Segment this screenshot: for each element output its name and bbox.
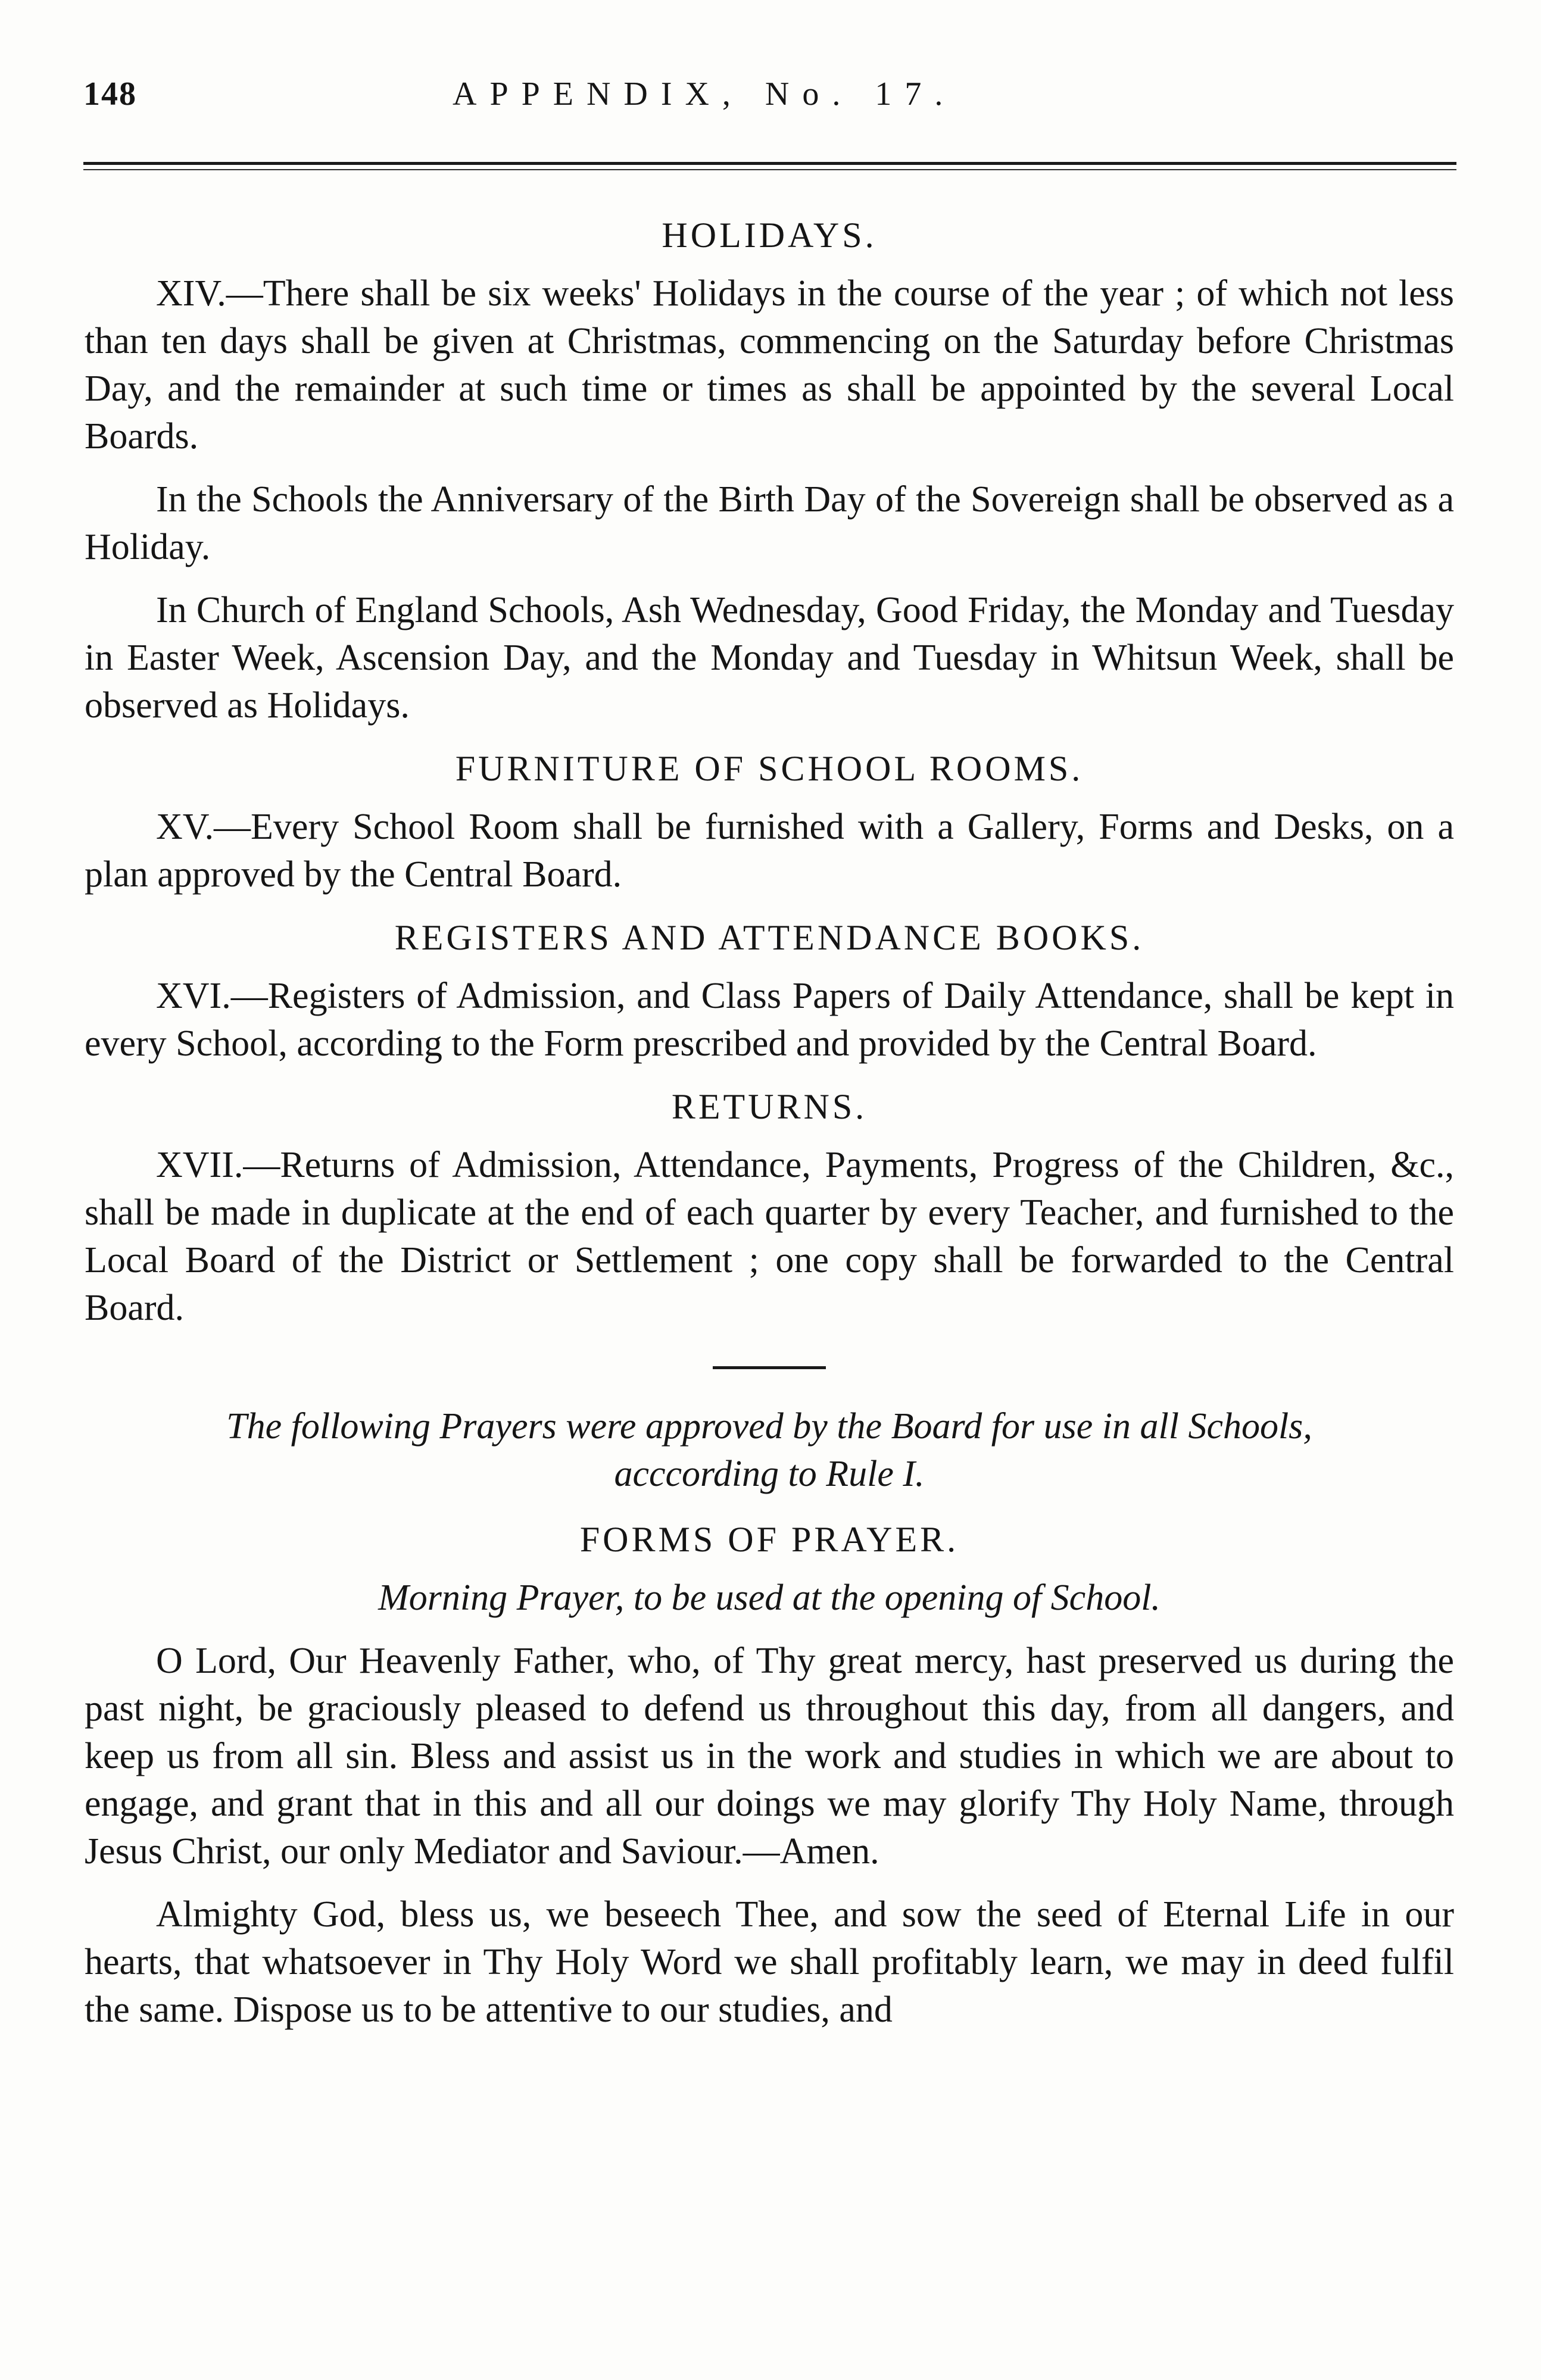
running-head [83,75,1453,123]
rule-xv-paragraph: XV.—Every School Room shall be furnished with a Gallery, Forms and Desks, on a plan approved by the Central Board. [85,807,1454,895]
furniture-heading: FURNITURE OF SCHOOL ROOMS. [455,749,1084,788]
morning-prayer-title: Morning Prayer, to be used at the opening of School. [378,1578,1161,1618]
header-rule-thin [83,169,1456,170]
morning-prayer-paragraph-1: O Lord, Our Heavenly Father, who, of Thy great mercy, hast preserved us during the past night, be graciously pleased to defend us throughout this day, from all dangers, and keep us from all sin. Bless and assist us in the work and studies in which we are about to engage, and grant that in this and all our doings we may glorify Thy Holy Name, through Jesus Christ, our only Mediator and Saviour.—Amen. [85,1641,1454,1872]
returns-heading: RETURNS. [671,1087,868,1126]
rule-xvii-paragraph: XVII.—Returns of Admission, Attendance, Payments, Progress of the Children, &c., shall be made in duplicate at the end of each quarter by every Teacher, and furnished to the Local Board of the District or Settlement ; one copy shall be forwarded to the Central Board. [85,1145,1454,1328]
running-title: APPENDIX, No. 17. [453,76,956,113]
page-number: 148 [83,76,137,113]
rule-xiv-paragraph: XIV.—There shall be six weeks' Holidays in the course of the year ; of which not less than ten days shall be given at Christmas, commencing on the Saturday before Christmas Day, and the remainder at such time or times as shall be appointed by the several Local Boards. [85,273,1454,457]
forms-of-prayer-heading: FORMS OF PRAYER. [579,1520,959,1559]
header-rule [83,162,1456,165]
holidays-heading: HOLIDAYS. [662,215,877,255]
church-holidays-paragraph: In Church of England Schools, Ash Wednesday, Good Friday, the Monday and Tuesday in Easter Week, Ascension Day, and the Monday and Tuesday in Whitsun Week, shall be observed as Holidays. [85,590,1454,726]
rule-xvi-paragraph: XVI.—Registers of Admission, and Class Papers of Daily Attendance, shall be kept in every School, according to the Form prescribed and provided by the Central Board. [85,976,1454,1064]
morning-prayer-paragraph-2: Almighty God, bless us, we beseech Thee, and sow the seed of Eternal Life in our hearts, that whatsoever in Thy Holy Word we shall profitably learn, we may in deed fulfil the same. Dispose us to be attentive to our studies, and [85,1894,1454,2030]
page-body [85,211,1454,2049]
registers-heading: REGISTERS AND ATTENDANCE BOOKS. [394,918,1144,957]
prayers-intro-line-2: acccording to Rule I. [614,1454,925,1494]
prayers-intro [85,1403,1454,1498]
prayers-intro-line-1: The following Prayers were approved by the Board for use in all Schools, [226,1406,1312,1447]
section-divider [713,1366,826,1369]
sovereign-birthday-paragraph: In the Schools the Anniversary of the Birth Day of the Sovereign shall be observed as a Holiday. [85,479,1454,567]
